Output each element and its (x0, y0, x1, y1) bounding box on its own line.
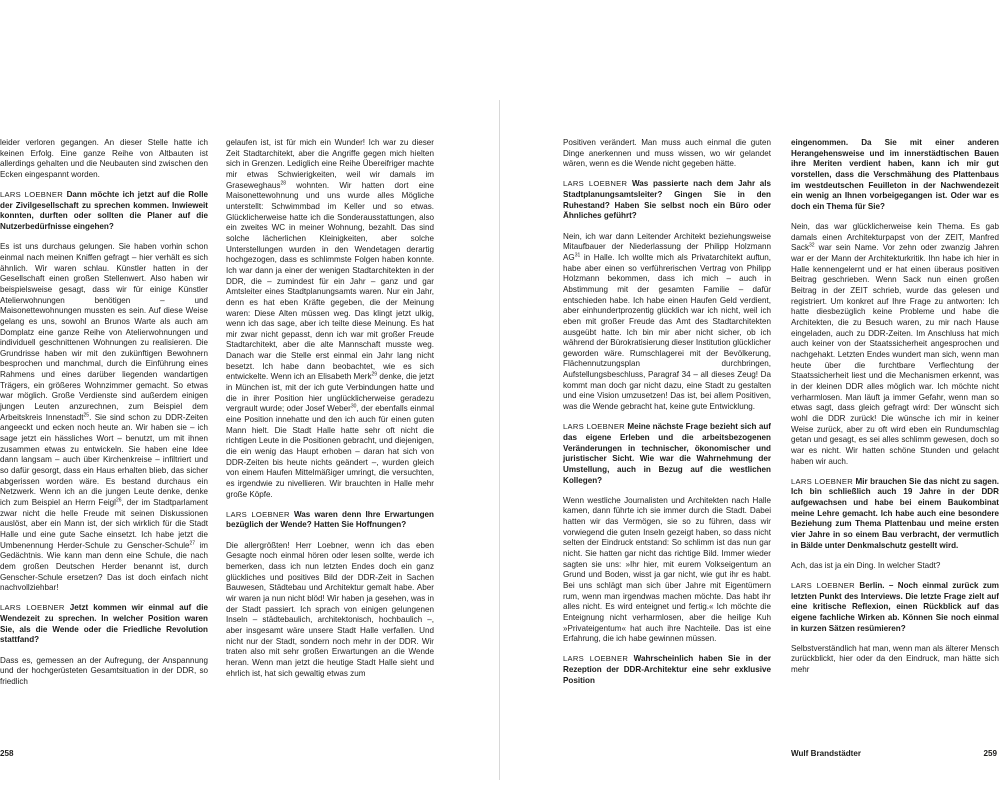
page-fold (499, 100, 500, 780)
footnote-ref: 32 (809, 242, 815, 249)
page-number-right: 259 (983, 749, 997, 758)
footnote-ref: 27 (189, 539, 196, 546)
question (791, 581, 999, 634)
paragraph (0, 242, 208, 594)
column-2 (226, 138, 434, 689)
text-segment: denke, die jetzt in München ist, mit der ich gute Verbindungen hatte und die in ihrer Position hier unglücklicherweise geradezu vergrault wurde; oder Josef Weber (226, 372, 434, 414)
paragraph: Die allergrößten! Herr Loebner, wenn ich das eben Gesagte noch einmal hören oder lesen sollte, werde ich bemerken, dass ich nun letzten Endes doch ein ganz glückliches und positives Bild der DDR-Zeit in Sachen Bauwesen, Städtebau und Architektur gemalt habe. Aber wir waren ja nun nicht blöd! Wir haben ja gesehen, was in der Stadt passiert. Ich sprach von einigen gelungenen Inseln – städtebaulich, architektonisch, hochbaulich –, aber insgesamt wäre unsere Stadt Halle verfallen. Und nicht nur der Stadt, sondern noch mehr in der DDR. Wir traten also mit sehr großen Erwartungen an die Wende heran. Wenn man jetzt die heutige Stadt Halle sieht und ehrlich ist, hat sich gewaltig etwas zum (226, 540, 434, 678)
interviewer-label: LARS LOEBNER (791, 476, 854, 486)
footnote-ref: 26 (115, 497, 122, 504)
text-segment: wohnten. Wir hatten dort eine Maisonettewohnung und uns wurde alles Mögliche unterstellt: Schwimmbad im Keller und so etwas. Glücklicherweise hatte ich die Sonderausstattungen, also ein zweites WC in meiner Wohnung, bezahlt. Das sind solche lächerlichen Kleinigkeiten, aber solche Unterstellungen wurden in den Wendetagen derartig hochgezogen, dass es schlimmste Folgen haben konnte. Ich war dann ja einer der wenigen Stadtarchitekten in der DDR, die – zumindest für ein Jahr – ganz und gar Amtsleiter eines Stadtplanungsamts waren. Nur ein Jahr, denn es hat eben Kräfte gegeben, die der Meinung waren: Diese Alten müssen weg. Das klingt jetzt ulkig, wenn ich das sage, aber ich teilte diese Meinung. Es hat mir zwar nicht gepasst, denn ich war mit großer Freude Stadtarchitekt, aber die alte Mannschaft musste weg. Danach war die Stelle erst einmal ein Jahr lang nicht besetzt. Ich habe dann beobachtet, wie es sich entwickelte. Wenn ich an Elisabeth Merk (226, 180, 434, 382)
column-4 (791, 138, 999, 685)
running-author: Wulf Brandstädter (791, 749, 862, 758)
question-text: Wahrscheinlich haben Sie in der Rezeption der DDR-Architektur eine sehr exklusive Position (563, 654, 771, 685)
interviewer-label: LARS LOEBNER (563, 654, 629, 664)
paragraph: Positiven verändert. Man muss auch einmal die guten Dinge anerkennen und muss wissen, wo wir gelandet wären, wenn es die Wende nicht gegeben hätte. (563, 138, 771, 169)
column-3 (563, 138, 771, 696)
footnote-ref: 25 (83, 412, 90, 419)
question-text: Was passierte nach dem Jahr als Stadtplanungsamtsleiter? Gingen Sie in den Ruhestand? Haben Sie selbst noch ein Büro oder Ähnliches geführt? (563, 179, 772, 221)
text-segment: in Halle. Ich wollte mich als Privatarchitekt auftun, habe aber einen so verführerischen Vertrag von Philipp Holzmann bekommen, dass ich mich – auch in Abstimmung mit der gesamten Familie – dafür entschieden habe. Ich habe einen Haufen Geld verdient, aber einhundertprozentig glücklich war ich nicht, weil ich eben mit großer Freude das Amt des Stadtarchitekten ausgeübt hatte. Ich bin mir aber nicht sicher, ob ich während der Bürokratisierung dieser Institution glücklicher geworden wäre. Rumschlagerei mit der Bevölkerung, Flächennutzungsplan durchbringen, Aufstellungsbeschluss, Paragraf 34 – all dieses Zeug! Da kommt man doch gar nicht dazu, eine Stadt zu gestalten und eine Vision umzusetzen! Das ist, bei allem Positiven, was die Wende gebracht hat, keine gute Entwicklung. (563, 252, 771, 412)
paragraph: Wenn westliche Journalisten und Architekten nach Halle kamen, dann führte ich sie immer durch die Stadt. Dabei hatten wir das Vermögen, sie so zu führen, dass wir vorwiegend die guten Inseln gezeigt haben, so dass nicht selten der Eindruck entstand: So schlimm ist das nun gar nicht. Sie hatten gar nicht das richtige Bild. Immer wieder sagten sie uns: »Ihr hier, mit eurem Volkseigentum an Grund und Boden, wisst ja gar nicht, wie gut ihr es habt. Bei uns schlägt man sich über Jahre mit Eigentümern rum, wenn man irgendwas machen möchte. Das habt ihr alles nicht. Es wird enteignet und fertig.« Ich möchte die Enteignung nicht verharmlosen, aber die heilige Kuh »Privateigentum« hat auch ihre Nachteile. Das ist eine Erfahrung, die ich habe gewinnen müssen. (563, 495, 771, 644)
footnote-ref: 29 (371, 371, 378, 378)
text-segment: , der im Stadtparlament zwar nicht die helle Freude mit seinen Diskussionen auslöst, aber ein Mann ist, der sich wirklich für die Stadt Halle und eine gute Sache einsetzt. Ich habe jetzt die Umbenennung Herder-Schule zu Genscher-Schule (0, 498, 208, 550)
footnote-ref: 28 (280, 179, 287, 186)
paragraph: leider verloren gegangen. An dieser Stelle hatte ich keinen Erfolg. Eine ganze Reihe von Altbauten ist allerdings gehalten und die Neubauten sind zwischen den Ecken eingespannt worden. (0, 138, 208, 179)
question (226, 510, 434, 531)
paragraph: Selbstverständlich hat man, wenn man als älterer Mensch zurückblickt, hier oder da den Eindruck, man hätte sich mehr (791, 643, 999, 675)
page-number-left: 258 (0, 749, 14, 758)
question: eingenommen. Da Sie mit einer anderen Herangehensweise und im innerstädtischen Bauen ihre Meriten verdient haben, kann ich mir gut vorstellen, dass die Verschmähung des Plattenbaus im westdeutschen Feuilleton in der Nachwendezeit ein wenig an Ihnen vorbeigegangen ist. Oder war es doch ein Thema für Sie? (791, 138, 999, 211)
paragraph: Ach, das ist ja ein Ding. In welcher Stadt? (791, 560, 941, 570)
question-text: Jetzt kommen wir einmal auf die Wendezeit zu sprechen. In welcher Position waren Sie, als die Wende oder die Friedliche Revolution stattfand? (0, 603, 209, 645)
question-text: Meine nächste Frage bezieht sich auf das eigene Erleben und die arbeitsbezogenen Veränderungen in technischer, ökonomischer und juristischer Sicht. Wie war die Wahrnehmung der Umstellung, auch in Bezug auf die westlichen Kollegen? (563, 422, 771, 485)
text-segment: Nein, das war glücklicherweise kein Thema. Es gab damals einen Architekturpapst von der ZEIT, Manfred Sack (791, 222, 999, 253)
question (563, 654, 771, 686)
question-text: Mir brauchen Sie das nicht zu sagen. Ich bin schließlich auch 19 Jahre in der DDR aufgewachsen und habe bei einem Baukombinat meine Lehre gemacht. Ich habe auch eine besondere Beziehung zum Thema Plattenbau und meine ersten vier Jahre in so einem Bau verbracht, der vermutlich in Bälde unter Denkmalschutz gestellt wird. (791, 476, 1000, 550)
question-text: Berlin. – Noch einmal zurück zum letzten Punkt des Interviews. Die letzte Frage zielt auf eine kritische Reflexion, einen Rückblick auf das eigene fachliche Wirken ab. Können Sie noch einmal in kurzen Sätzen resümieren? (791, 580, 1000, 633)
paragraph (226, 138, 434, 500)
text-segment: im Gedächtnis. Wie kann man denn eine Schule, die nach dem großen Deutschen Herder benannt ist, durch Genscher-Schule ersetzen? Das ist doch einfach nicht nachvollziehbar! (0, 540, 208, 593)
text-segment: . Sie sind schon zu DDR-Zeiten angeeckt und ecken noch heute an. Wir haben sie – ich sage jetzt ein hässliches Wort – benutzt, um mit ihnen zusammen etwas zu entwickeln. Sie haben eine Idee dann langsam – auch über Kirchenkreise – infiltriert und so dafür gesorgt, dass ein Haus erhalten blieb, das sicher abgerissen worden wäre. Es bestand durchaus ein Netzwerk. Wenn ich an die jungen Leute denke, denke ich zum Beispiel an Herrn Feigl (0, 412, 208, 507)
column-1 (0, 138, 208, 697)
question (0, 603, 208, 646)
interviewer-label: LARS LOEBNER (0, 190, 64, 200)
question-text: Dann möchte ich jetzt auf die Rolle der Zivilgesellschaft zu sprechen kommen. Inwieweit konnten, durften oder sollten die Planer auf die Nutzerbedürfnisse eingehen? (0, 190, 209, 232)
interviewer-label: LARS LOEBNER (0, 603, 65, 613)
text-segment: gelaufen ist, ist für mich ein Wunder! Ich war zu dieser Zeit Stadtarchitekt, aber die Angriffe gegen mich hielten sich in Grenzen. Lediglich eine Reihe Übereifriger machte mir etwas Schwierigkeiten, weil wir damals im Graseweghaus (226, 138, 434, 190)
question (563, 422, 771, 486)
question (563, 179, 771, 222)
question-text: Was waren denn Ihre Erwartungen bezüglich der Wende? Hatten Sie Hoffnungen? (226, 509, 434, 530)
question (0, 190, 208, 233)
footnote-ref: 30 (350, 403, 357, 410)
text-segment: war sein Name. Vor zehn oder zwanzig Jahren war er der Mann der Architekturkritik. Ihn habe ich hier in Halle kennengelernt und er hat einen überaus positiven Beitrag geschrieben. Wenn Sack nun einen großen Beitrag in der ZEIT schrieb, wurde das gelesen und registriert. Um konkret auf Ihre Frage zu antworten: Ich hatte diesbezüglich keine Probleme und habe die Architekten, die zu Besuch waren, zu mir nach Hause eingeladen, auch zu DDR-Zeiten. Im Anschluss hat mich auch keiner von der Staatssicherheit angesprochen und nachgehakt. Letzten Endes wundert man sich, wenn man heute über die furchtbare Verflechtung der Staatssicherheit liest und die Mechanismen erkennt, was in der kleinen DDR alles möglich war. Ich möchte nicht verharmlosen. Man läuft ja immer Gefahr, wenn man so etwas sagt, dass gleich gefragt wird: Der wünscht sich wohl die DDR zurück! Die wünsche ich mir in keiner Weise zurück, aber zu oft wird eben ein Rundumschlag getan und gesagt, es sei alles schlimm gewesen, doch so war es nicht. Wir hatten schöne Stunden und gelacht haben wir auch. (791, 243, 999, 466)
paragraph: Dass es, gemessen an der Aufregung, der Anspannung und der hochgerüsteten Gesamtsituation in der DDR, so friedlich (0, 655, 208, 686)
text-segment: Nein, ich war dann Leitender Architekt beziehungsweise Mitaufbauer der Niederlassung der Philipp Holzmann AG (563, 231, 771, 262)
text-segment: Es ist uns durchaus gelungen. Sie haben vorhin schon einmal nach meinen Kniffen gefragt – hier verhält es sich ähnlich. Wir waren schlau. Künstler hatten in der Gesellschaft einen großen Stellenwert. Also haben wir beispielsweise gesagt, dass wir für einige Künstler Atelierwohnungen benötigen – und Maisonettewohnungen mussten es sein. Auf diese Weise gelang es uns, sowohl an Brunos Warte als auch am Domplatz eine ganze Reihe von Atelierwohnungen und individuell geschnittenen Wohnungen zu realisieren. Die Grundrisse haben wir mit den zukünftigen Bewohnern besprochen und manchmal, durch die Einführung eines Rahmens und eines darüber liegenden wandartigen Trägers, ein größeres Wohnzimmer gemacht. So etwas war möglich. Große Verdienste sind außerdem einigen jungen Leuten anzurechnen, zum Beispiel dem Arbeitskreis Innenstadt (0, 242, 208, 422)
interviewer-label: LARS LOEBNER (563, 179, 628, 189)
question (791, 477, 999, 552)
paragraph (791, 222, 999, 467)
footnote-ref: 31 (574, 252, 581, 259)
interviewer-label: LARS LOEBNER (791, 580, 855, 590)
text-segment: , der ebenfalls einmal eine Position innehatte und den ich auch für einen guten Mann hielt. Die Stadt Halle hatte sehr oft nicht die richtigen Leute in die Positionen gebracht, und diejenigen, die ein wenig das Haupt erhoben – daran hat sich von DDR-Zeiten bis heute nichts geändert –, wurden gleich von einem Haufen Mittelmäßiger umringt, die versuchten, es irgendwie zu nivellieren. Wir brauchten in Halle mehr große Köpfe. (226, 404, 435, 499)
interviewer-label: LARS LOEBNER (226, 509, 290, 519)
interviewer-label: LARS LOEBNER (563, 422, 625, 432)
paragraph (563, 232, 771, 413)
